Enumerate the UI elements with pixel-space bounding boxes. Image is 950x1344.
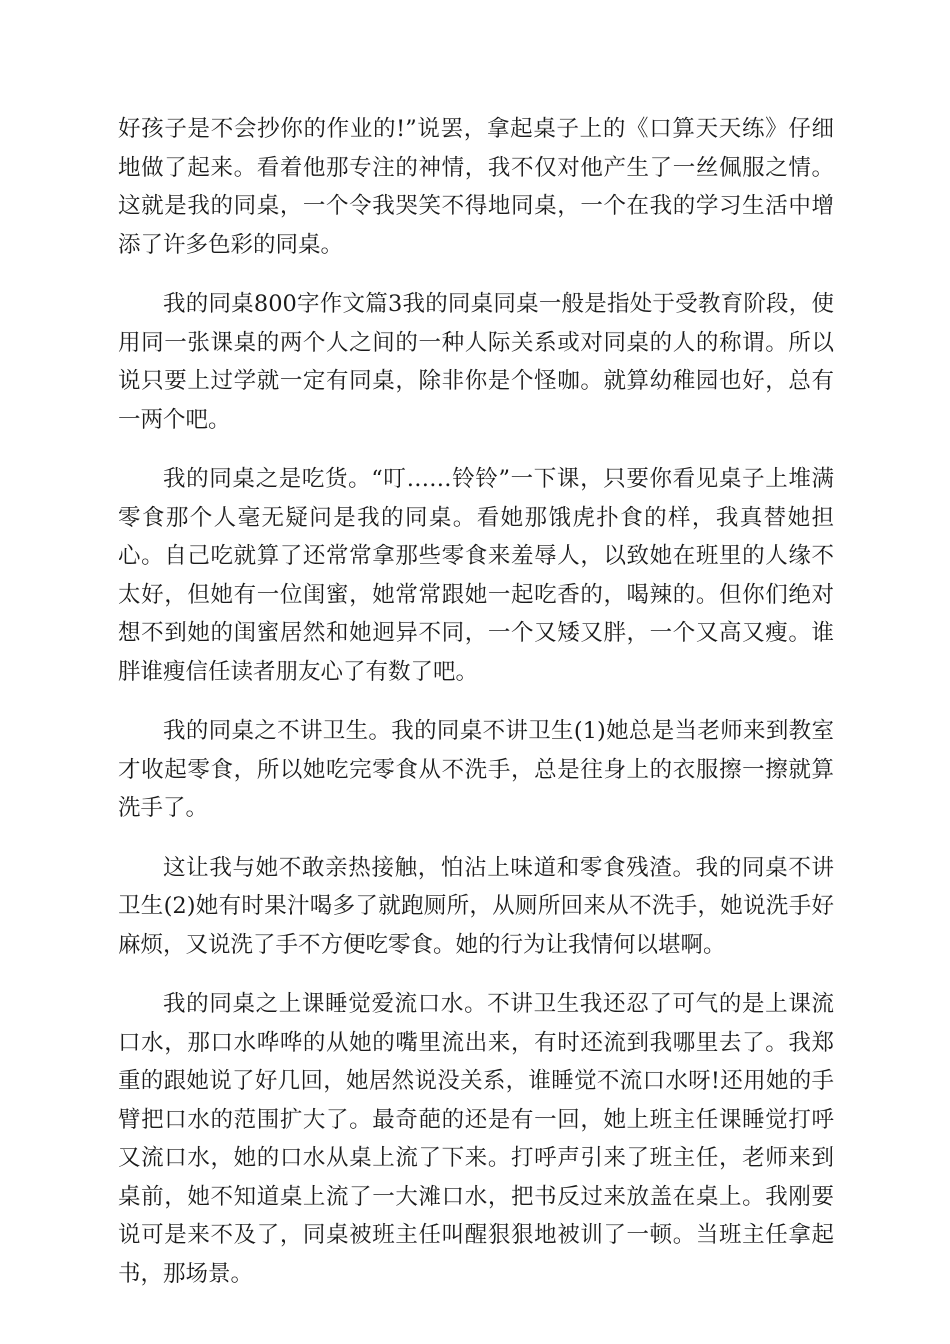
document-body bbox=[118, 110, 834, 1314]
paragraph-hygiene-1: 我的同桌之不讲卫生。我的同桌不讲卫生(1)她总是当老师来到教室才收起零食，所以她吃完零食从不洗手，总是往身上的衣服擦一擦就算洗手了。 bbox=[118, 718, 834, 821]
paragraph-continuation: 好孩子是不会抄你的作业的!”说罢，拿起桌子上的《口算天天练》仔细地做了起来。看着他那专注的神情，我不仅对他产生了一丝佩服之情。这就是我的同桌，一个令我哭笑不得地同桌，一个在我的学习生活中增添了许多色彩的同桌。 bbox=[118, 116, 834, 258]
paragraph-drooling: 我的同桌之上课睡觉爱流口水。不讲卫生我还忍了可气的是上课流口水，那口水哗哗的从她的嘴里流出来，有时还流到我哪里去了。我郑重的跟她说了好几回，她居然说没关系，谁睡觉不流口水呀!还用她的手臂把口水的范围扩大了。最奇葩的还是有一回，她上班主任课睡觉打呼又流口水，她的口水从桌上流了下来。打呼声引来了班主任，老师来到桌前，她不知道桌上流了一大滩口水，把书反过来放盖在桌上。我刚要说可是来不及了，同桌被班主任叫醒狠狠地被训了一顿。当班主任拿起书，那场景。 bbox=[118, 991, 834, 1287]
paragraph-hygiene-2: 这让我与她不敢亲热接触，怕沾上味道和零食残渣。我的同桌不讲卫生(2)她有时果汁喝多了就跑厕所，从厕所回来从不洗手，她说洗手好麻烦，又说洗了手不方便吃零食。她的行为让我情何以堪啊。 bbox=[118, 854, 834, 958]
paragraph-foodie: 我的同桌之是吃货。“叮……铃铃”一下课，只要你看见桌子上堆满零食那个人毫无疑问是我的同桌。看她那饿虎扑食的样，我真替她担心。自己吃就算了还常常拿那些零食来羞辱人，以致她在班里的人缘不太好，但她有一位闺蜜，她常常跟她一起吃香的，喝辣的。但你们绝对想不到她的闺蜜居然和她迥异不同，一个又矮又胖，一个又高又瘦。谁胖谁瘦信任读者朋友心了有数了吧。 bbox=[118, 466, 834, 685]
paragraph-essay-intro: 我的同桌800字作文篇3我的同桌同桌一般是指处于受教育阶段，使用同一张课桌的两个人之间的一种人际关系或对同桌的人的称谓。所以说只要上过学就一定有同桌，除非你是个怪咖。就算幼稚园也好，总有一两个吧。 bbox=[118, 291, 834, 433]
